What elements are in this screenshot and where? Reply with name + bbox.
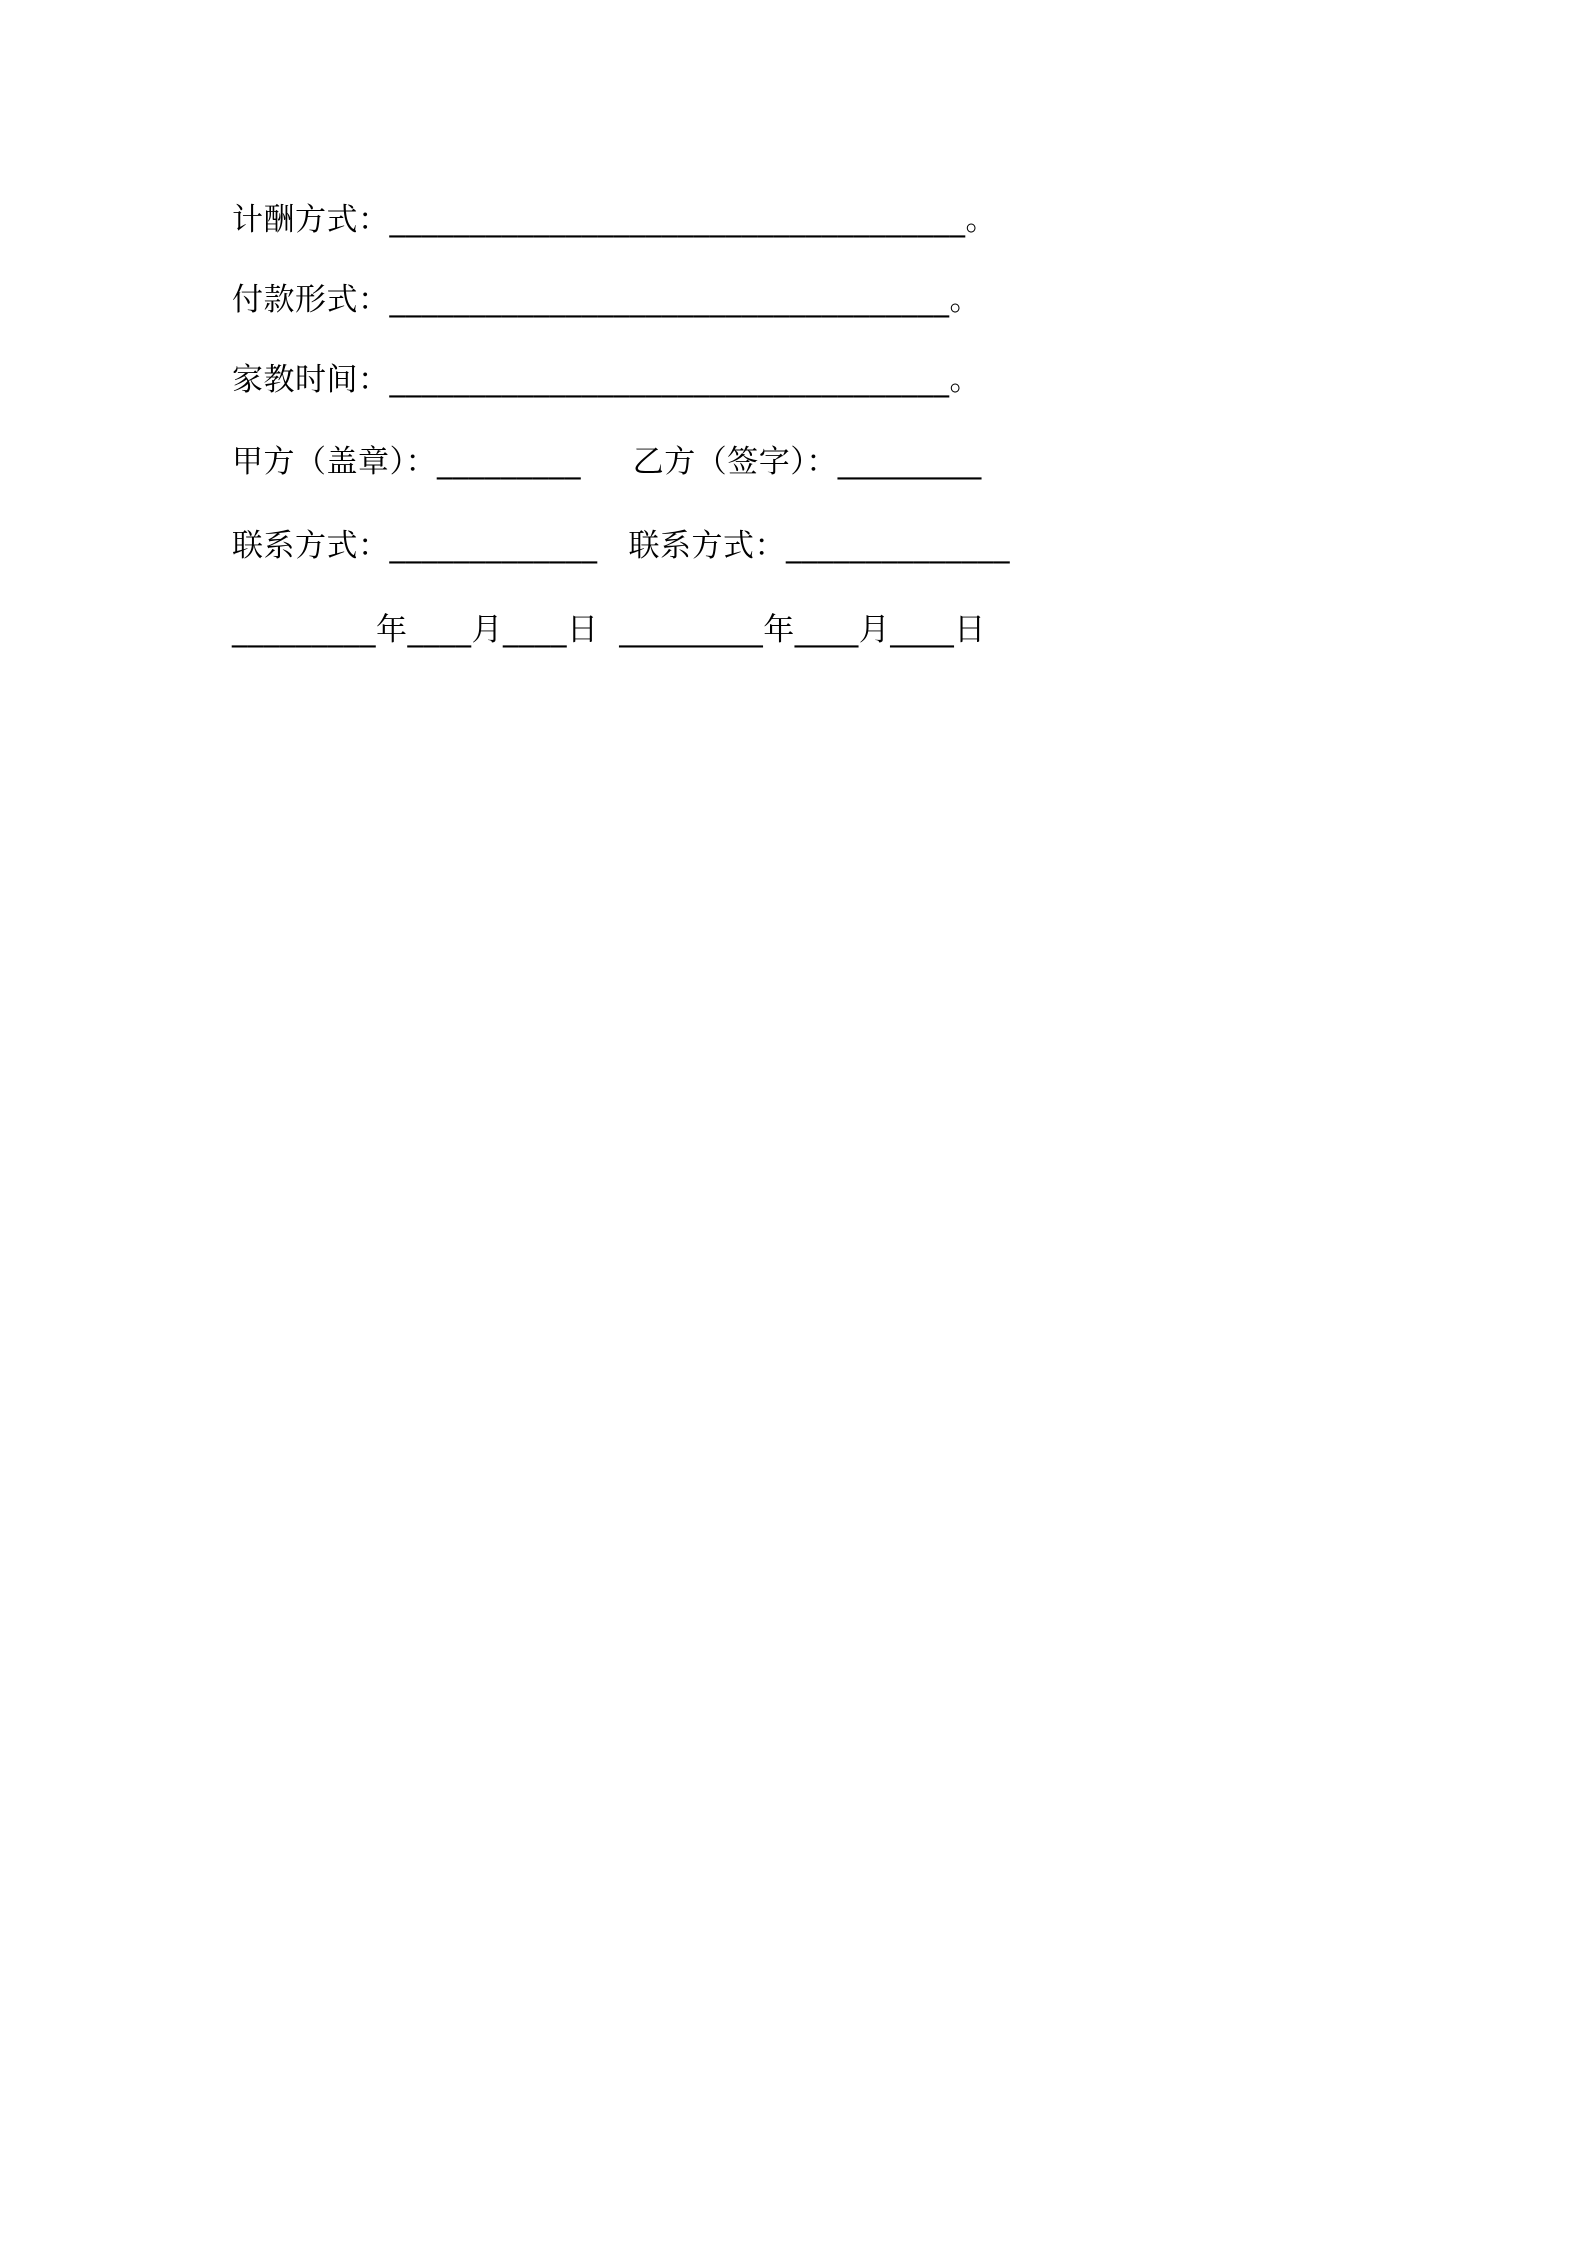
field-line-tutoring-time: 家教时间：___________________________________。 xyxy=(232,362,981,398)
field-line-dates: _________年____月____日 _________年____月____日 xyxy=(232,612,986,648)
document-body xyxy=(232,180,1382,672)
field-line-pay-method: 计酬方式：____________________________________。 xyxy=(232,202,997,238)
field-line-contacts: 联系方式：_____________ 联系方式：______________ xyxy=(232,528,1011,564)
field-line-parties: 甲方（盖章）：_________ 乙方（签字）：_________ xyxy=(232,444,982,480)
field-line-payment-form: 付款形式：___________________________________。 xyxy=(232,282,981,318)
